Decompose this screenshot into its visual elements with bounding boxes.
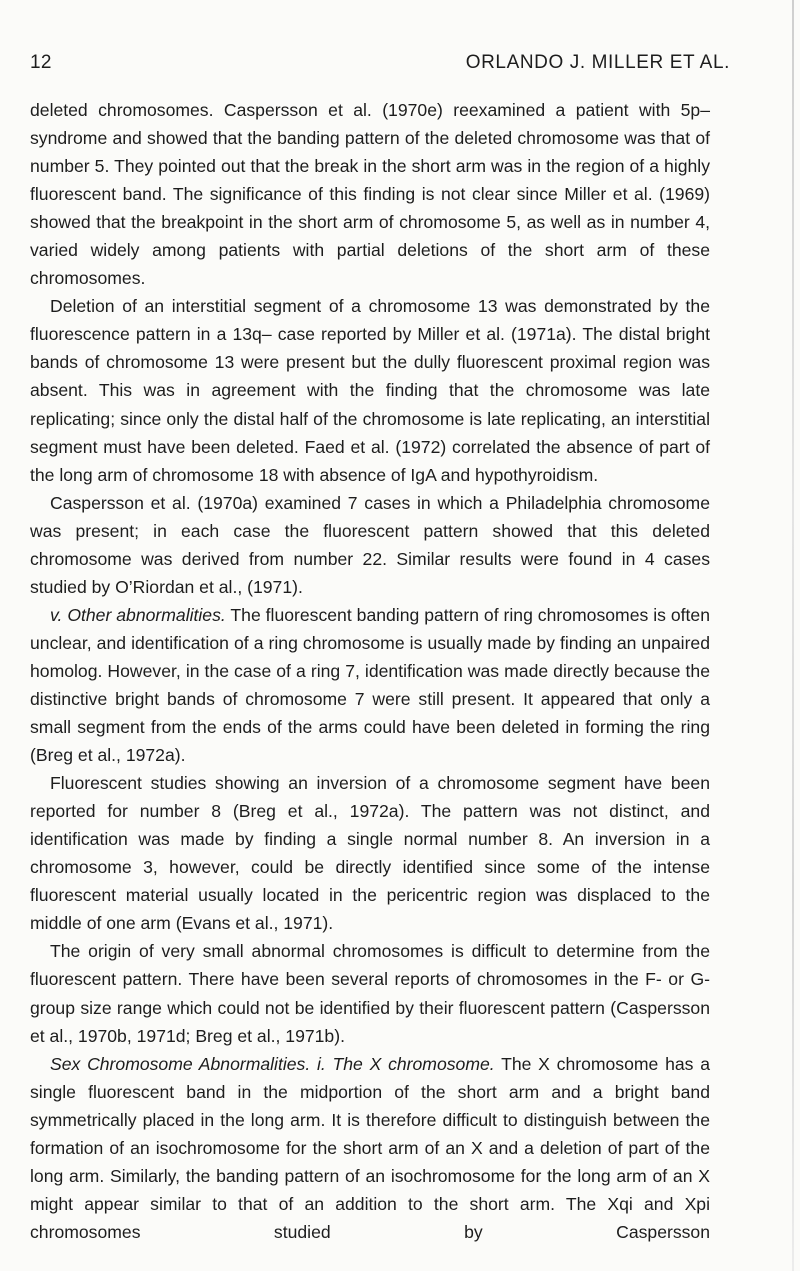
- paragraph-3: [30, 489, 710, 601]
- paragraph-text: The fluorescent banding pattern of ring chromosomes is often unclear, and identification of a ring chromosome is usually made by finding an unpaired homolog. However, in the case of a ring 7, identification was made directly because the distinctive bright bands of chromosome 7 were still present. It appeared that only a small segment from the ends of the arms could have been deleted in forming the ring (Breg et al., 1972a).: [30, 604, 710, 766]
- page-header: [30, 52, 770, 76]
- paragraph-text: The origin of very small abnormal chromosomes is difficult to determine from the fluorescent pattern. There have been several reports of chromosomes in the F- or G-group size range which could not be identified by their fluorescent pattern (Caspersson et al., 1970b, 1971d; Breg et al., 1971b).: [30, 941, 710, 1046]
- page-edge-shadow: [792, 0, 794, 1271]
- running-head: ORLANDO J. MILLER ET AL.: [465, 52, 730, 73]
- paragraph-text: Fluorescent studies showing an inversion of a chromosome segment have been reported for number 8 (Breg et al., 1972a). The pattern was not distinct, and identification was made by finding a single normal number 8. An inversion in a chromosome 3, however, could be directly identified since some of the intense fluorescent material usually located in the pericentric region was displaced to the middle of one arm (Evans et al., 1971).: [30, 773, 710, 934]
- paragraph-text: Deletion of an interstitial segment of a chromosome 13 was demonstrated by the fluorescence pattern in a 13q– case reported by Miller et al. (1971a). The distal bright bands of chromosome 13 were present but the dully fluorescent proximal region was absent. This was in agreement with the finding that the chromosome was late replicating; since only the distal half of the chromosome is late replicating, an interstitial segment must have been deleted. Faed et al. (1972) correlated the absence of part of the long arm of chromosome 18 with absence of IgA and hypothyroidism.: [30, 296, 710, 485]
- paragraph-6: [30, 937, 710, 1049]
- paragraph-4: [30, 601, 710, 769]
- paragraph-1: [30, 96, 710, 292]
- paragraph-5: [30, 769, 710, 937]
- section-heading-sex-chromosome: Sex Chromosome Abnormalities. i. The X chromosome.: [50, 1053, 495, 1074]
- page-number: 12: [30, 52, 52, 73]
- paragraph-text: deleted chromosomes. Caspersson et al. (1970e) reexamined a patient with 5p– syndrome and showed that the banding pattern of the deleted chromosome was that of number 5. They pointed out that the break in the short arm was in the region of a highly fluorescent band. The significance of this finding is not clear since Miller et al. (1969) showed that the breakpoint in the short arm of chromosome 5, as well as in number 4, varied widely among patients with partial deletions of the short arm of these chromosomes.: [30, 100, 710, 289]
- paragraph-text: Caspersson et al. (1970a) examined 7 cases in which a Philadelphia chromosome was present; in each case the fluorescent pattern showed that this deleted chromosome was derived from number 22. Similar results were found in 4 cases studied by O’Riordan et al., (1971).: [30, 492, 710, 597]
- body-text: [30, 96, 710, 1246]
- section-heading-other-abnormalities: v. Other abnormalities.: [50, 604, 226, 625]
- paragraph-text: The X chromosome has a single fluorescent band in the midportion of the short arm and a bright band symmetrically placed in the long arm. It is therefore difficult to distinguish between the formation of an isochromosome for the short arm of an X and a deletion of part of the long arm. Similarly, the banding pattern of an isochromosome for the long arm of an X might appear similar to that of an addition to the short arm. The Xqi and Xpi chromosomes studied by Caspersson: [30, 1053, 710, 1242]
- paragraph-7: [30, 1050, 710, 1246]
- paragraph-2: [30, 292, 710, 488]
